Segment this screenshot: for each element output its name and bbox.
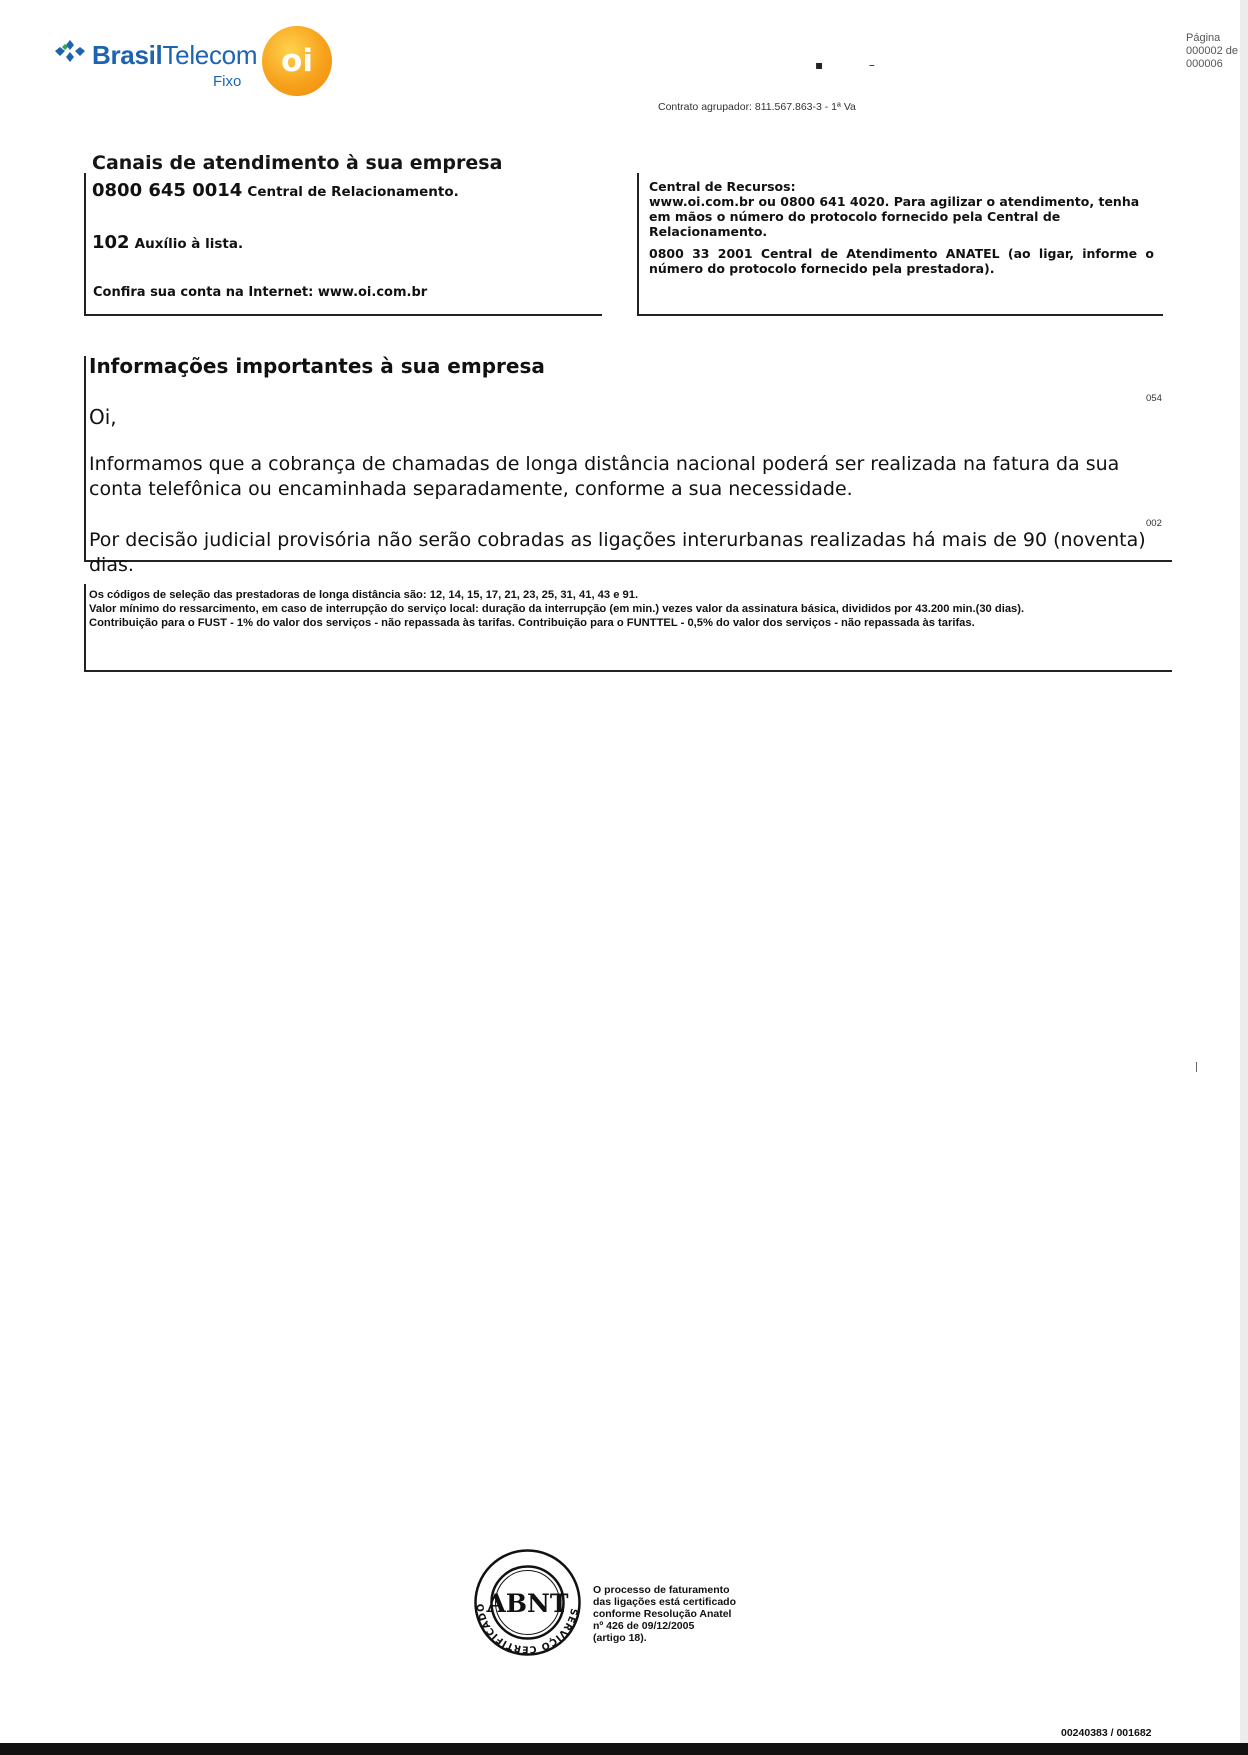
scan-mark: [1196, 1062, 1197, 1072]
brand-name: BrasilTelecom: [92, 40, 258, 70]
certification-text: O processo de faturamento das ligações está certificado conforme Resolução Anatel nº 426 de 09/12/2005 (artigo 18).: [593, 1584, 736, 1644]
note-line-2: Valor mínimo do ressarcimento, em caso de interrupção do serviço local: duração da interrupção (em min.) vezes valor da assinatura básica, divididos por 43.200 min.(30 dias).: [89, 603, 1025, 615]
contract-number: Contrato agrupador: 811.567.863-3 - 1ª Va: [658, 101, 856, 113]
note-line-3: Contribuição para o FUST - 1% do valor dos serviços - não repassada às tarifas. Contribuição para o FUNTTEL - 0,5% do valor dos serviços - não repassada às tarifas.: [89, 617, 975, 629]
anatel-text: 0800 33 2001 Central de Atendimento ANATEL (ao ligar, informe o número do protocolo fornecido pela prestadora).: [649, 246, 1154, 276]
recursos-text: www.oi.com.br ou 0800 641 4020. Para agilizar o atendimento, tenha em mãos o número do protocolo fornecido pela Central de Relacionamento.: [649, 194, 1140, 239]
brasiltelecom-logo-icon: [55, 38, 85, 64]
abnt-seal-icon: [470, 1545, 585, 1660]
seal-ring-text: SERVIÇO CERTIFICADO: [475, 1602, 580, 1655]
oi-logo-text: oi: [281, 43, 313, 79]
seal-center-text: ABNT: [486, 1589, 569, 1618]
channels-title: Canais de atendimento à sua empresa: [92, 152, 503, 174]
recursos-title: Central de Recursos:: [649, 179, 796, 194]
page-indicator: Página 000002 de 000006: [1186, 32, 1238, 70]
info-title: Informações importantes à sua empresa: [89, 354, 545, 378]
auxilio-lista: 102 Auxílio à lista.: [92, 232, 244, 253]
info-code-1: 054: [1146, 393, 1162, 404]
document-code: 00240383 / 001682: [1061, 1727, 1152, 1739]
info-paragraph-2: Por decisão judicial provisória não serão cobradas as ligações interurbanas realizadas há mais de 90 (noventa) dias.: [89, 529, 1146, 576]
central-relacionamento: 0800 645 0014 Central de Relacionamento.: [92, 180, 459, 201]
recursos-info: [649, 179, 1154, 283]
scan-marks: ▪ –: [815, 58, 875, 72]
info-greeting: Oi,: [89, 405, 117, 429]
info-paragraph-1: Informamos que a cobrança de chamadas de longa distância nacional poderá ser realizada na fatura da sua conta telefônica ou encaminhada separadamente, conforme a sua necessidade.: [89, 453, 1120, 500]
scan-edge-bottom: [0, 1743, 1248, 1755]
brand-sub: Fixo: [213, 73, 242, 90]
internet-link[interactable]: Confira sua conta na Internet: www.oi.com.br: [93, 285, 428, 300]
notes-text: [89, 588, 1174, 630]
scan-edge-right: [1240, 0, 1248, 1755]
info-code-2: 002: [1146, 518, 1162, 529]
note-line-1: Os códigos de seleção das prestadoras de longa distância são: 12, 14, 15, 17, 21, 23, 25, 31, 41, 43 e 91.: [89, 589, 639, 601]
